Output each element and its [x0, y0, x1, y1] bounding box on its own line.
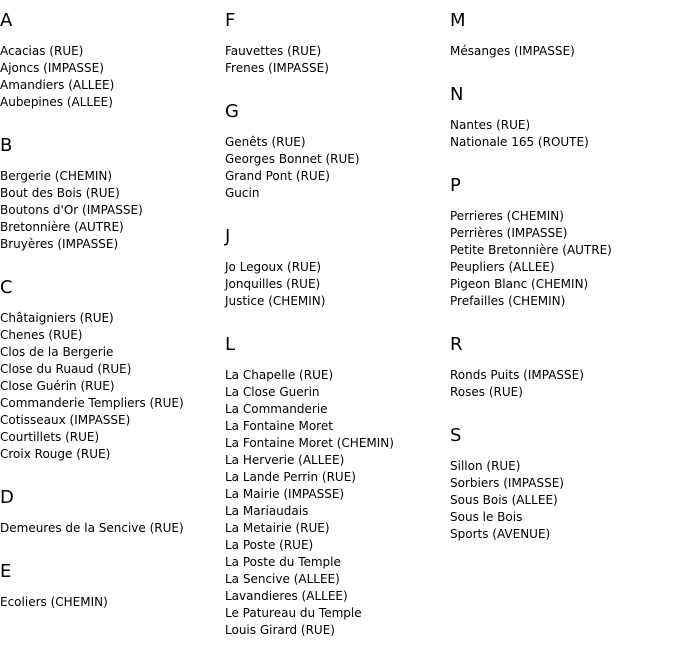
- street-item: Sorbiers (IMPASSE): [450, 476, 564, 490]
- street-item: Mésanges (IMPASSE): [450, 44, 575, 58]
- street-item: Jo Legoux (RUE): [225, 260, 322, 274]
- section-letter-heading: E: [0, 561, 12, 582]
- street-list: [225, 124, 445, 202]
- letter-section: [450, 83, 670, 151]
- street-item: Louis Girard (RUE): [225, 623, 335, 637]
- street-item: Ronds Puits (IMPASSE): [450, 368, 584, 382]
- street-item: Nationale 165 (ROUTE): [450, 135, 589, 149]
- street-item: Close du Ruaud (RUE): [0, 362, 132, 376]
- section-letter-heading: F: [225, 10, 236, 31]
- letter-section: [225, 225, 445, 310]
- section-letter-heading: A: [0, 10, 13, 31]
- street-item: Croix Rouge (RUE): [0, 447, 111, 461]
- street-item: Chenes (RUE): [0, 328, 83, 342]
- street-item: La Mairie (IMPASSE): [225, 487, 345, 501]
- section-letter-heading: S: [450, 425, 462, 446]
- street-list: [450, 357, 670, 401]
- street-item: Aubepines (ALLEE): [0, 95, 113, 109]
- letter-section: [225, 333, 445, 639]
- street-item: Roses (RUE): [450, 385, 523, 399]
- street-item: Bergerie (CHEMIN): [0, 169, 113, 183]
- street-item: Jonquilles (RUE): [225, 277, 321, 291]
- street-item: Sous Bois (ALLEE): [450, 493, 558, 507]
- street-item: Ajoncs (IMPASSE): [0, 61, 104, 75]
- street-item: La Close Guerin: [225, 385, 320, 399]
- letter-section: [0, 560, 220, 611]
- section-letter-heading: G: [225, 101, 239, 122]
- street-list: [450, 33, 670, 60]
- street-item: Boutons d'Or (IMPASSE): [0, 203, 143, 217]
- section-letter-heading: L: [225, 334, 236, 355]
- street-item: La Fontaine Moret: [225, 419, 333, 433]
- street-item: La Sencive (ALLEE): [225, 572, 340, 586]
- street-list: [0, 33, 220, 111]
- street-item: La Chapelle (RUE): [225, 368, 334, 382]
- street-list: [225, 33, 445, 77]
- street-item: Peupliers (ALLEE): [450, 260, 555, 274]
- letter-section: [0, 276, 220, 463]
- section-letter-heading: C: [0, 277, 13, 298]
- street-list: [0, 300, 220, 463]
- street-item: Prefailles (CHEMIN): [450, 294, 566, 308]
- street-item: Clos de la Bergerie: [0, 345, 114, 359]
- street-item: La Mariaudais: [225, 504, 309, 518]
- street-list: [225, 249, 445, 310]
- street-list: [450, 198, 670, 310]
- section-letter-heading: D: [0, 487, 14, 508]
- letter-section: [225, 9, 445, 77]
- street-item: Georges Bonnet (RUE): [225, 152, 360, 166]
- street-item: Acacias (RUE): [0, 44, 84, 58]
- letter-section: [225, 100, 445, 202]
- street-item: Fauvettes (RUE): [225, 44, 322, 58]
- section-letter-heading: N: [450, 84, 464, 105]
- street-item: Demeures de la Sencive (RUE): [0, 521, 184, 535]
- street-item: Grand Pont (RUE): [225, 169, 330, 183]
- street-item: La Metairie (RUE): [225, 521, 330, 535]
- street-item: Sillon (RUE): [450, 459, 521, 473]
- street-item: Nantes (RUE): [450, 118, 531, 132]
- index-column: [0, 9, 220, 611]
- street-item: Cotisseaux (IMPASSE): [0, 413, 131, 427]
- index-column: [450, 9, 670, 543]
- street-item: Pigeon Blanc (CHEMIN): [450, 277, 589, 291]
- street-item: La Lande Perrin (RUE): [225, 470, 356, 484]
- street-item: Bretonnière (AUTRE): [0, 220, 124, 234]
- street-list: [450, 107, 670, 151]
- street-item: La Fontaine Moret (CHEMIN): [225, 436, 394, 450]
- street-item: Perrieres (CHEMIN): [450, 209, 564, 223]
- street-item: La Commanderie: [225, 402, 328, 416]
- street-item: Genêts (RUE): [225, 135, 306, 149]
- street-item: Le Patureau du Temple: [225, 606, 362, 620]
- street-list: [0, 584, 220, 611]
- street-item: Ecoliers (CHEMIN): [0, 595, 108, 609]
- street-item: Perrières (IMPASSE): [450, 226, 568, 240]
- street-item: Châtaigniers (RUE): [0, 311, 114, 325]
- letter-section: [0, 9, 220, 111]
- street-list: [0, 510, 220, 537]
- section-letter-heading: J: [225, 226, 231, 247]
- street-item: Close Guérin (RUE): [0, 379, 115, 393]
- street-item: La Poste (RUE): [225, 538, 314, 552]
- letter-section: [450, 174, 670, 310]
- street-item: Courtillets (RUE): [0, 430, 100, 444]
- street-list: [450, 448, 670, 543]
- index-column: [225, 9, 445, 639]
- street-item: Frenes (IMPASSE): [225, 61, 329, 75]
- street-item: La Herverie (ALLEE): [225, 453, 345, 467]
- section-letter-heading: B: [0, 135, 13, 156]
- street-list: [0, 158, 220, 253]
- street-item: Sports (AVENUE): [450, 527, 551, 541]
- street-item: Bruyères (IMPASSE): [0, 237, 119, 251]
- street-item: Petite Bretonnière (AUTRE): [450, 243, 612, 257]
- street-item: Justice (CHEMIN): [225, 294, 326, 308]
- street-item: Lavandieres (ALLEE): [225, 589, 348, 603]
- street-item: Amandiers (ALLEE): [0, 78, 115, 92]
- letter-section: [0, 134, 220, 253]
- street-item: La Poste du Temple: [225, 555, 341, 569]
- letter-section: [450, 424, 670, 543]
- section-letter-heading: M: [450, 10, 466, 31]
- street-item: Gucin: [225, 186, 260, 200]
- street-item: Sous le Bois: [450, 510, 523, 524]
- street-item: Commanderie Templiers (RUE): [0, 396, 184, 410]
- letter-section: [0, 486, 220, 537]
- letter-section: [450, 9, 670, 60]
- section-letter-heading: R: [450, 334, 463, 355]
- street-list: [225, 357, 445, 639]
- street-item: Bout des Bois (RUE): [0, 186, 120, 200]
- letter-section: [450, 333, 670, 401]
- section-letter-heading: P: [450, 175, 461, 196]
